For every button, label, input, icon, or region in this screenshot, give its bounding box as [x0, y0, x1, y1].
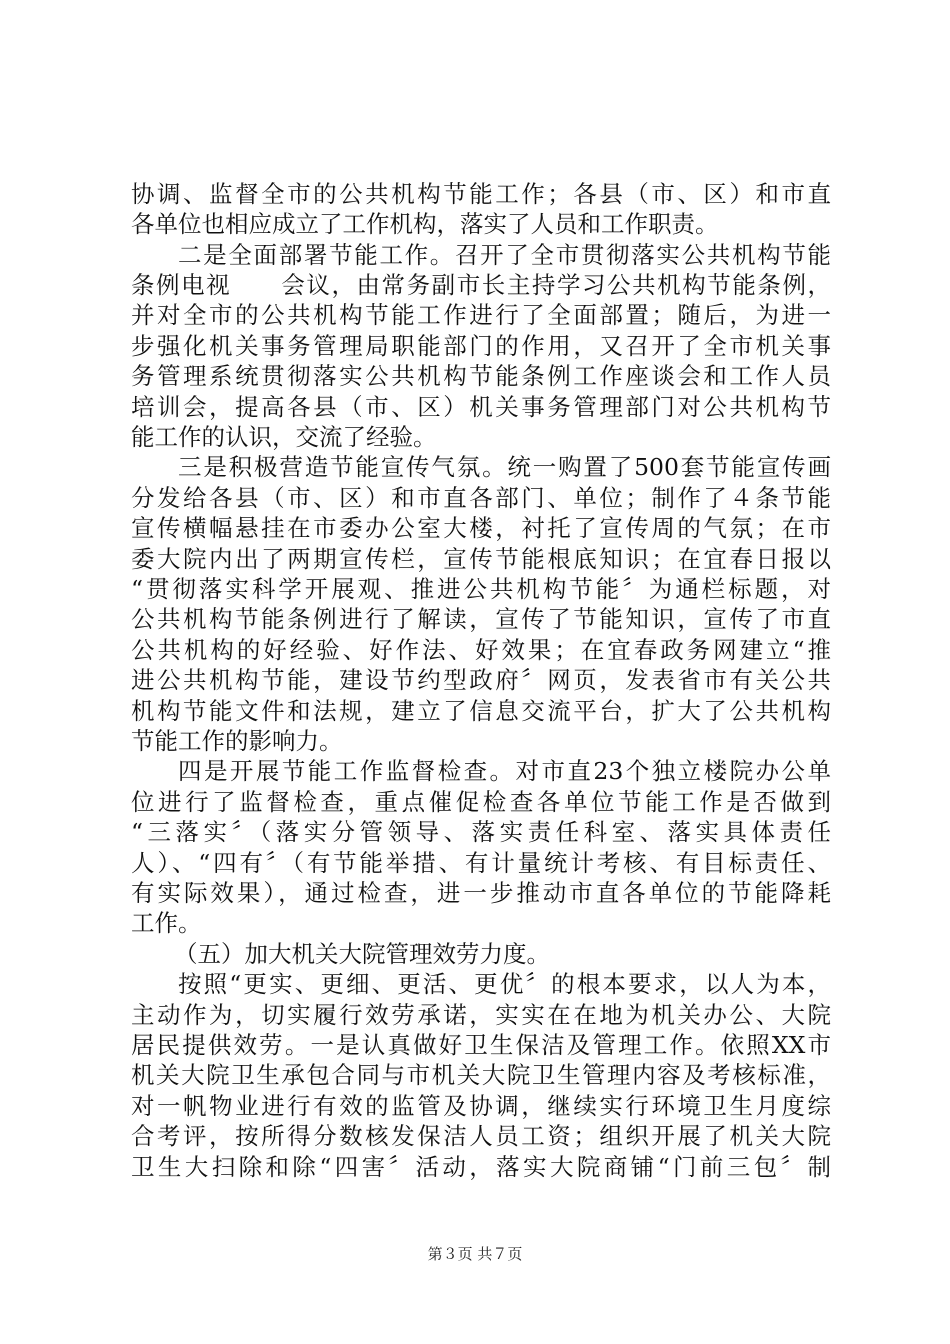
text-line: 机关大院卫生承包合同与市机关大院卫生管理内容及考核标准， [131, 1061, 831, 1089]
text-line: 公共机构的好经验、好作法、好效果；在宜春政务网建立“推 [131, 636, 831, 664]
text-line: 宣传横幅悬挂在市委办公室大楼，衬托了宣传周的气氛；在市 [131, 514, 831, 542]
text-line: 合考评，按所得分数核发保洁人员工资；组织开展了机关大院 [131, 1122, 831, 1150]
text-line: 有实际效果），通过检查，进一步推动市直各单位的节能降耗 [131, 879, 831, 907]
text-line: 各单位也相应成立了工作机构，落实了人员和工作职责。 [131, 210, 719, 238]
text-line: 四是开展节能工作监督检查。对市直23个独立楼院办公单 [178, 757, 831, 785]
text-line: 公共机构节能条例进行了解读，宣传了节能知识，宣传了市直 [131, 605, 831, 633]
text-line: 位进行了监督检查，重点催促检查各单位节能工作是否做到 [131, 788, 831, 816]
text-line: 主动作为，切实履行效劳承诺，实实在在地为机关办公、大院 [131, 1001, 831, 1029]
section-heading: （五）加大机关大院管理效劳力度。 [174, 940, 550, 968]
text-line: 机构节能文件和法规，建立了信息交流平台，扩大了公共机构 [131, 697, 831, 725]
page-number-footer: 第３页 共７页 [427, 1245, 523, 1263]
text-line: 对一帆物业进行有效的监管及协调，继续实行环境卫生月度综 [131, 1092, 831, 1120]
text-line: 按照“更实、更细、更活、更优〞的根本要求，以人为本， [178, 970, 831, 998]
text-line: 条例电视 会议，由常务副市长主持学习公共机构节能条例， [131, 271, 831, 299]
text-line: “贯彻落实科学开展观、推进公共机构节能〞为通栏标题，对 [131, 575, 831, 603]
text-line: 协调、监督全市的公共机构节能工作；各县（市、区）和市直 [131, 180, 831, 208]
text-line: 务管理系统贯彻落实公共机构节能条例工作座谈会和工作人员 [131, 362, 831, 390]
text-line: 节能工作的影响力。 [131, 727, 343, 755]
text-line: 进公共机构节能，建设节约型政府〞网页，发表省市有关公共 [131, 666, 831, 694]
text-line: 居民提供效劳。一是认真做好卫生保洁及管理工作。依照XX市 [131, 1031, 831, 1059]
text-line: 三是积极营造节能宣传气氛。统一购置了500套节能宣传画 [178, 453, 831, 481]
text-line: 并对全市的公共机构节能工作进行了全面部置；随后，为进一 [131, 301, 831, 329]
text-line: 培训会，提高各县（市、区）机关事务管理部门对公共机构节 [131, 393, 831, 421]
text-line: 二是全面部署节能工作。召开了全市贯彻落实公共机构节能 [178, 241, 831, 269]
text-line: 人）、“四有〞（有节能举措、有计量统计考核、有目标责任、 [131, 849, 831, 877]
text-line: 工作。 [131, 909, 202, 937]
text-line: 分发给各县（市、区）和市直各部门、单位；制作了４条节能 [131, 484, 831, 512]
text-line: 步强化机关事务管理局职能部门的作用，又召开了全市机关事 [131, 332, 831, 360]
text-line: 委大院内出了两期宣传栏，宣传节能根底知识；在宜春日报以 [131, 545, 831, 573]
text-line: 卫生大扫除和除“四害〞活动，落实大院商铺“门前三包〞制 [131, 1153, 831, 1181]
text-line: 能工作的认识，交流了经验。 [131, 423, 437, 451]
text-line: “三落实〞（落实分管领导、落实责任科室、落实具体责任 [131, 818, 831, 846]
